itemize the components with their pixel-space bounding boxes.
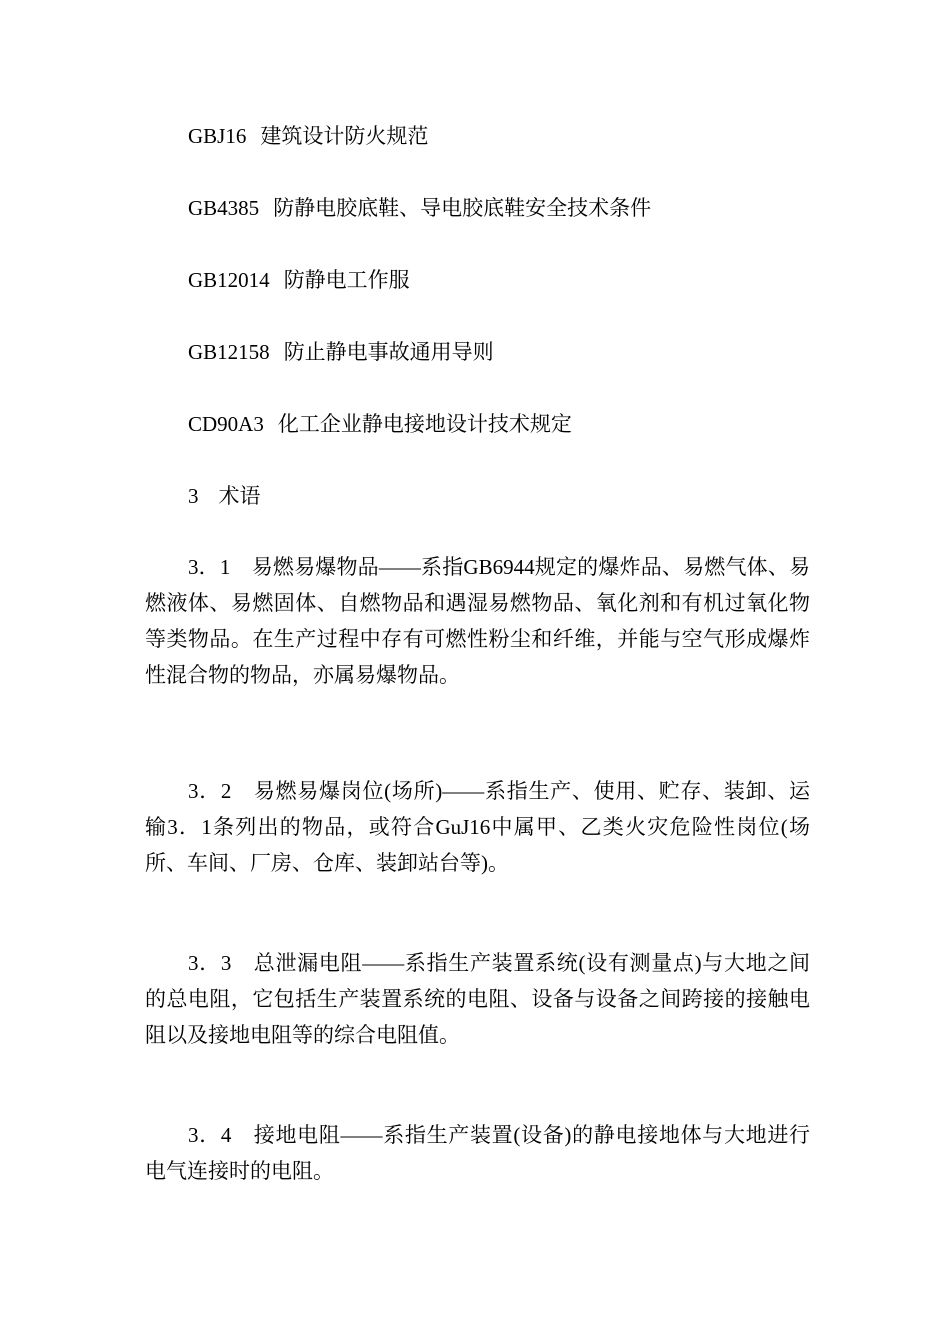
reference-code: GB12014 bbox=[188, 268, 270, 292]
reference-item bbox=[188, 409, 572, 439]
reference-title: 防静电工作服 bbox=[283, 268, 410, 292]
reference-title: 建筑设计防火规范 bbox=[260, 124, 429, 148]
term-text: 接地电阻——系指生产装置(设备)的静电接地体与大地进行电气连接时的电阻。 bbox=[145, 1123, 811, 1183]
reference-item bbox=[188, 193, 651, 223]
reference-title: 防止静电事故通用导则 bbox=[283, 340, 494, 364]
reference-title: 防静电胶底鞋、导电胶底鞋安全技术条件 bbox=[273, 196, 652, 220]
term-number: 3．3 bbox=[188, 951, 232, 975]
term-text: 易燃易爆岗位(场所)——系指生产、使用、贮存、装卸、运输3．1条列出的物品，或符合GuJ16中属甲、乙类火灾危险性岗位(场所、车间、厂房、仓库、装卸站台等)。 bbox=[145, 779, 811, 875]
section-title: 术语 bbox=[218, 484, 261, 508]
term-definition bbox=[145, 945, 810, 1053]
term-number: 3．4 bbox=[188, 1123, 232, 1147]
reference-item bbox=[188, 265, 410, 295]
reference-item bbox=[188, 121, 428, 151]
reference-code: GB4385 bbox=[188, 196, 260, 220]
reference-title: 化工企业静电接地设计技术规定 bbox=[277, 412, 572, 436]
term-text: 易燃易爆物品——系指GB6944规定的爆炸品、易燃气体、易燃液体、易燃固体、自燃物品和遇湿易燃物品、氧化剂和有机过氧化物等类物品。在生产过程中存有可燃性粉尘和纤维，并能与空气形成爆炸性混合物的物品，亦属易爆物品。 bbox=[145, 555, 811, 687]
term-text: 总泄漏电阻——系指生产装置系统(设有测量点)与大地之间的总电阻，它包括生产装置系统的电阻、设备与设备之间跨接的接触电阻以及接地电阻等的综合电阻值。 bbox=[145, 951, 811, 1047]
term-definition bbox=[145, 549, 810, 693]
reference-code: GBJ16 bbox=[188, 124, 247, 148]
term-number: 3．2 bbox=[188, 779, 232, 803]
section-number: 3 bbox=[188, 484, 199, 508]
reference-code: GB12158 bbox=[188, 340, 270, 364]
term-definition bbox=[145, 773, 810, 881]
term-number: 3．1 bbox=[188, 555, 231, 579]
reference-code: CD90A3 bbox=[188, 412, 264, 436]
section-heading bbox=[188, 481, 261, 511]
term-definition bbox=[145, 1117, 810, 1189]
reference-item bbox=[188, 337, 494, 367]
